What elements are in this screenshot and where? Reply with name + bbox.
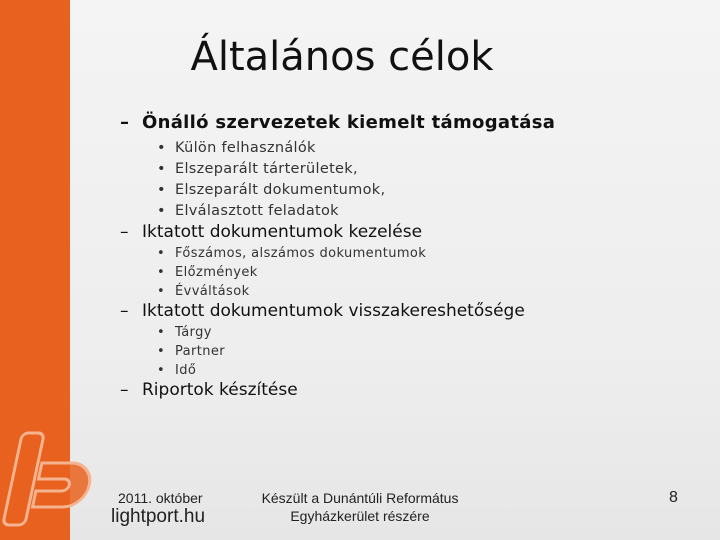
footer-credit-line-2: Egyházkerület részére xyxy=(290,508,430,524)
footer-credit-line-1: Készült a Dunántúli Református xyxy=(261,490,459,506)
section-heading-3 xyxy=(120,301,525,321)
list-item: • Idő xyxy=(157,361,225,380)
list-item: • Elválasztott feladatok xyxy=(157,201,385,222)
list-item: • Évváltások xyxy=(157,282,426,301)
section-2-list xyxy=(157,244,426,301)
dash-bullet: – xyxy=(120,301,129,321)
section-heading-text: Riportok készítése xyxy=(142,380,298,400)
footer-date: 2011. október xyxy=(118,490,203,506)
section-heading-4 xyxy=(120,380,298,400)
section-heading-text: Iktatott dokumentumok kezelése xyxy=(142,222,423,242)
section-heading-1 xyxy=(120,112,555,133)
list-item: • Tárgy xyxy=(157,323,225,342)
footer-website: lightport.hu xyxy=(111,506,206,527)
list-item: • Elszeparált tárterületek, xyxy=(157,159,385,180)
slide-title: Általános célok xyxy=(190,34,494,80)
section-heading-2 xyxy=(120,222,422,242)
section-heading-text: Önálló szervezetek kiemelt támogatása xyxy=(142,112,556,133)
page-number: 8 xyxy=(669,489,678,506)
section-1-list xyxy=(157,138,385,222)
section-heading-text: Iktatott dokumentumok visszakereshetősége xyxy=(142,301,525,321)
list-item: • Partner xyxy=(157,342,225,361)
list-item: • Főszámos, alszámos dokumentumok xyxy=(157,244,426,263)
footer-credit xyxy=(240,489,480,525)
dash-bullet: – xyxy=(120,112,130,133)
list-item: • Elszeparált dokumentumok, xyxy=(157,180,385,201)
list-item: • Külön felhasználók xyxy=(157,138,385,159)
dash-bullet: – xyxy=(120,222,129,242)
dash-bullet: – xyxy=(120,380,129,400)
section-3-list xyxy=(157,323,225,380)
list-item: • Előzmények xyxy=(157,263,426,282)
lightport-logo-icon xyxy=(2,425,112,535)
